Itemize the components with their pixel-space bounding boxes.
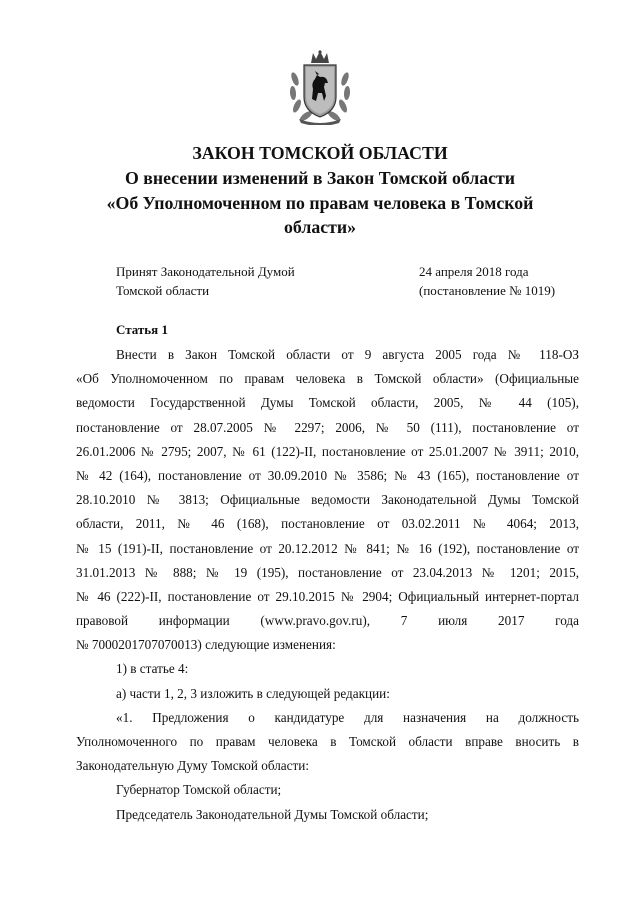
body-line: Законодательную Думу Томской области: — [76, 758, 309, 774]
law-subtitle-line: области» — [284, 217, 356, 238]
body-line: Внести в Закон Томской области от 9 августа 2005 года № 118-ОЗ — [116, 347, 579, 362]
law-subtitle-line: О внесении изменений в Закон Томской области — [124, 167, 516, 188]
adoption-date-line: 24 апреля 2018 года — [419, 264, 529, 279]
list-item: Председатель Законодательной Думы Томской области; — [116, 806, 429, 822]
body-line: № 15 (191)-II, постановление от 20.12.2012 № 841; № 16 (192), постановление от — [76, 540, 579, 556]
body-line: № 7000201707070013) следующие изменения: — [76, 637, 336, 653]
law-subtitle-line: «Об Уполномоченном по правам человека в Томской — [106, 192, 534, 213]
adoption-body-line: Принят Законодательной Думой — [116, 264, 295, 279]
body-line: правовой информации (www.pravo.gov.ru), 7 июля 2017 года — [76, 613, 579, 629]
body-line: постановление от 28.07.2005 № 2297; 2006, № 50 (111), постановление от — [76, 419, 579, 435]
body-line: ведомости Государственной Думы Томской области, 2005, № 44 (105), — [76, 395, 579, 411]
body-line: № 46 (222)-II, постановление от 29.10.2015 № 2904; Официальный интернет-портал — [76, 588, 579, 604]
body-line: 28.10.2010 № 3813; Официальные ведомости Законодательной Думы Томской — [76, 492, 579, 508]
list-item: 1) в статье 4: — [116, 661, 189, 677]
tomsk-coat-of-arms-icon — [287, 49, 353, 125]
body-line: Уполномоченного по правам человека в Томской области вправе вносить в — [76, 734, 579, 749]
body-line: «1. Предложения о кандидатуре для назначения на должность — [116, 709, 579, 725]
adoption-body — [116, 262, 295, 300]
adoption-resolution-line: (постановление № 1019) — [419, 283, 556, 298]
body-line: области, 2011, № 46 (168), постановление от 03.02.2011 № 4064; 2013, — [76, 516, 579, 532]
list-item: Губернатор Томской области; — [116, 782, 282, 798]
body-line: «Об Уполномоченном по правам человека в Томской области» (Официальные — [76, 371, 579, 387]
article-heading: Статья 1 — [116, 322, 168, 337]
law-title-block — [60, 141, 580, 240]
body-line: № 42 (164), постановление от 30.09.2010 № 3586; № 43 (165), постановление от — [76, 467, 579, 483]
adoption-body-line: Томской области — [116, 283, 210, 298]
list-item: а) части 1, 2, 3 изложить в следующей редакции: — [116, 685, 390, 701]
article-body — [76, 343, 579, 827]
body-line: 26.01.2006 № 2795; 2007, № 61 (122)-II, постановление от 25.01.2007 № 3911; 2010, — [76, 443, 579, 459]
law-title: ЗАКОН ТОМСКОЙ ОБЛАСТИ — [192, 143, 448, 163]
body-line: 31.01.2013 № 888; № 19 (195), постановление от 23.04.2013 № 1201; 2015, — [76, 564, 579, 580]
adoption-date — [419, 262, 555, 300]
